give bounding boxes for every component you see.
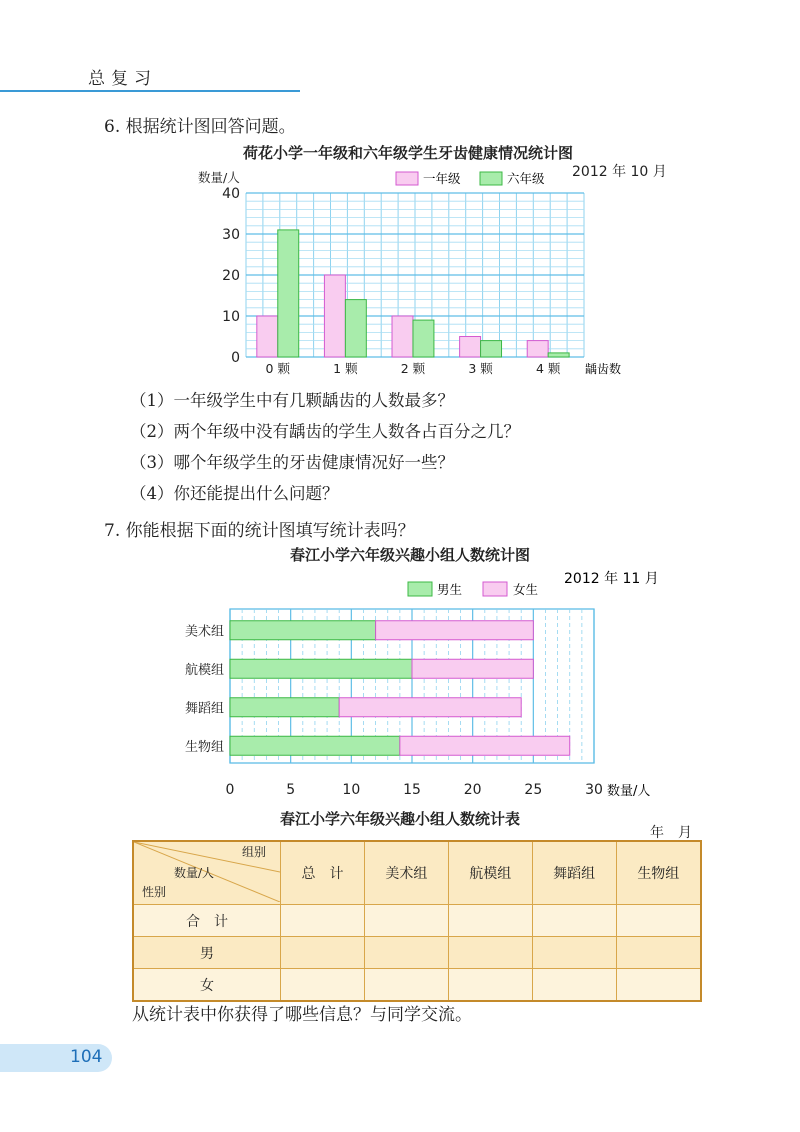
legend-grade1-swatch — [396, 172, 418, 185]
bar-grade1 — [527, 341, 548, 357]
question-6: 6. 根据统计图回答问题。 — [104, 117, 296, 137]
chart1-xtick: 3 颗 — [468, 361, 493, 376]
bar-girls — [412, 659, 533, 678]
bar-grade6 — [278, 230, 299, 357]
chart1-ylabel: 数量/人 — [198, 170, 240, 185]
chart2-xtick: 0 — [225, 782, 235, 798]
legend-boys-label: 男生 — [437, 582, 463, 597]
table-cell — [532, 905, 616, 937]
bar-girls — [339, 698, 521, 717]
bar-boys — [230, 659, 412, 678]
table-cell — [364, 937, 448, 969]
bar-boys — [230, 736, 400, 755]
corner-middle-label: 数量/人 — [174, 866, 215, 880]
chart2-xtick: 10 — [342, 782, 361, 798]
chart2-xtick: 15 — [403, 782, 421, 798]
q6-sub-1: （1）一年级学生中有几颗龋齿的人数最多？ — [130, 391, 454, 410]
table-cell — [616, 905, 701, 937]
row-header-girls: 女 — [133, 969, 281, 1002]
chart2-xlabel: 数量/人 — [607, 784, 651, 799]
bar-grade1 — [460, 337, 481, 358]
bar-grade1 — [392, 316, 413, 357]
legend-grade6-swatch — [480, 172, 502, 185]
table-cell — [448, 937, 532, 969]
q6-sub-3: （3）哪个年级学生的牙齿健康情况好一些？ — [130, 453, 454, 472]
row-header-boys: 男 — [133, 937, 281, 969]
chart1-ytick: 30 — [222, 227, 240, 243]
chart2-category-label: 美术组 — [184, 624, 224, 640]
page-header-title: 总复习 — [88, 69, 157, 89]
table-cell — [532, 937, 616, 969]
table-cell — [281, 905, 365, 937]
chart2-date: 2012 年 11 月 — [564, 571, 659, 587]
legend-girls-swatch — [483, 582, 507, 596]
bar-grade1 — [257, 316, 278, 357]
legend-boys-swatch — [408, 582, 432, 596]
bar-boys — [230, 698, 339, 717]
q6-sub-4: （4）你还能提出什么问题？ — [130, 484, 339, 503]
bar-boys — [230, 621, 376, 640]
table-cell — [281, 969, 365, 1002]
bar-girls — [376, 621, 534, 640]
table-cell — [364, 969, 448, 1002]
chart2 — [170, 565, 670, 805]
table-row — [133, 937, 701, 969]
chart1-ytick: 10 — [222, 309, 240, 325]
legend-girls-label: 女生 — [513, 582, 539, 597]
table-cell — [616, 937, 701, 969]
stat-table — [132, 840, 702, 1002]
chart1-date: 2012 年 10 月 — [572, 164, 667, 180]
row-header-total: 合 计 — [133, 905, 281, 937]
chart1-xtick: 4 颗 — [535, 361, 561, 376]
table-date: 年 月 — [650, 825, 692, 841]
chart1-xtick: 0 颗 — [265, 361, 290, 376]
corner-top-label: 组别 — [241, 845, 266, 859]
table-cell — [448, 905, 532, 937]
table-row — [133, 969, 701, 1002]
table-header-row — [133, 841, 701, 905]
chart2-category-label: 航模组 — [184, 662, 224, 678]
corner-bottom-label: 性别 — [142, 885, 167, 899]
chart2-title: 春江小学六年级兴趣小组人数统计图 — [289, 546, 530, 564]
table-cell — [364, 905, 448, 937]
chart1-xtick: 1 颗 — [333, 361, 358, 376]
chart2-category-label: 生物组 — [184, 739, 224, 755]
col-header-model: 航模组 — [448, 841, 532, 905]
bar-grade6 — [481, 341, 502, 357]
table-cell — [448, 969, 532, 1002]
chart2-xtick: 5 — [286, 782, 296, 798]
legend-grade6-label: 六年级 — [507, 171, 545, 186]
chart1 — [180, 160, 690, 380]
bar-girls — [400, 736, 570, 755]
table-title: 春江小学六年级兴趣小组人数统计表 — [279, 810, 520, 828]
chart2-xtick: 30 — [585, 782, 603, 798]
chart2-xtick: 20 — [463, 782, 482, 798]
chart2-xtick: 25 — [524, 782, 543, 798]
bar-grade6 — [345, 300, 366, 357]
bar-grade6 — [413, 320, 434, 357]
table-cell — [616, 969, 701, 1002]
col-header-art: 美术组 — [364, 841, 448, 905]
chart2-category-label: 舞蹈组 — [184, 701, 224, 717]
question-7: 7. 你能根据下面的统计图填写统计表吗？ — [104, 521, 415, 541]
legend-grade1-label: 一年级 — [423, 171, 461, 186]
table-cell — [532, 969, 616, 1002]
table-cell — [281, 937, 365, 969]
chart1-xlabel: 龋齿数 — [585, 362, 622, 376]
chart1-title: 荷花小学一年级和六年级学生牙齿健康情况统计图 — [242, 144, 573, 162]
page-number: 104 — [70, 1047, 103, 1067]
bar-grade1 — [324, 275, 345, 357]
chart1-ytick: 0 — [231, 350, 240, 366]
col-header-dance: 舞蹈组 — [532, 841, 616, 905]
col-header-bio: 生物组 — [616, 841, 701, 905]
table-row — [133, 905, 701, 937]
header-rule — [0, 90, 300, 92]
chart1-ytick: 40 — [222, 186, 240, 202]
q6-sub-2: （2）两个年级中没有龋齿的学生人数各占百分之几？ — [130, 422, 520, 441]
question-7-footer: 从统计表中你获得了哪些信息？与同学交流。 — [132, 1005, 472, 1025]
table-corner-cell — [133, 841, 281, 905]
chart1-xtick: 2 颗 — [400, 361, 426, 376]
col-header-total: 总 计 — [281, 841, 365, 905]
bar-grade6 — [548, 353, 569, 357]
chart1-ytick: 20 — [222, 268, 240, 284]
